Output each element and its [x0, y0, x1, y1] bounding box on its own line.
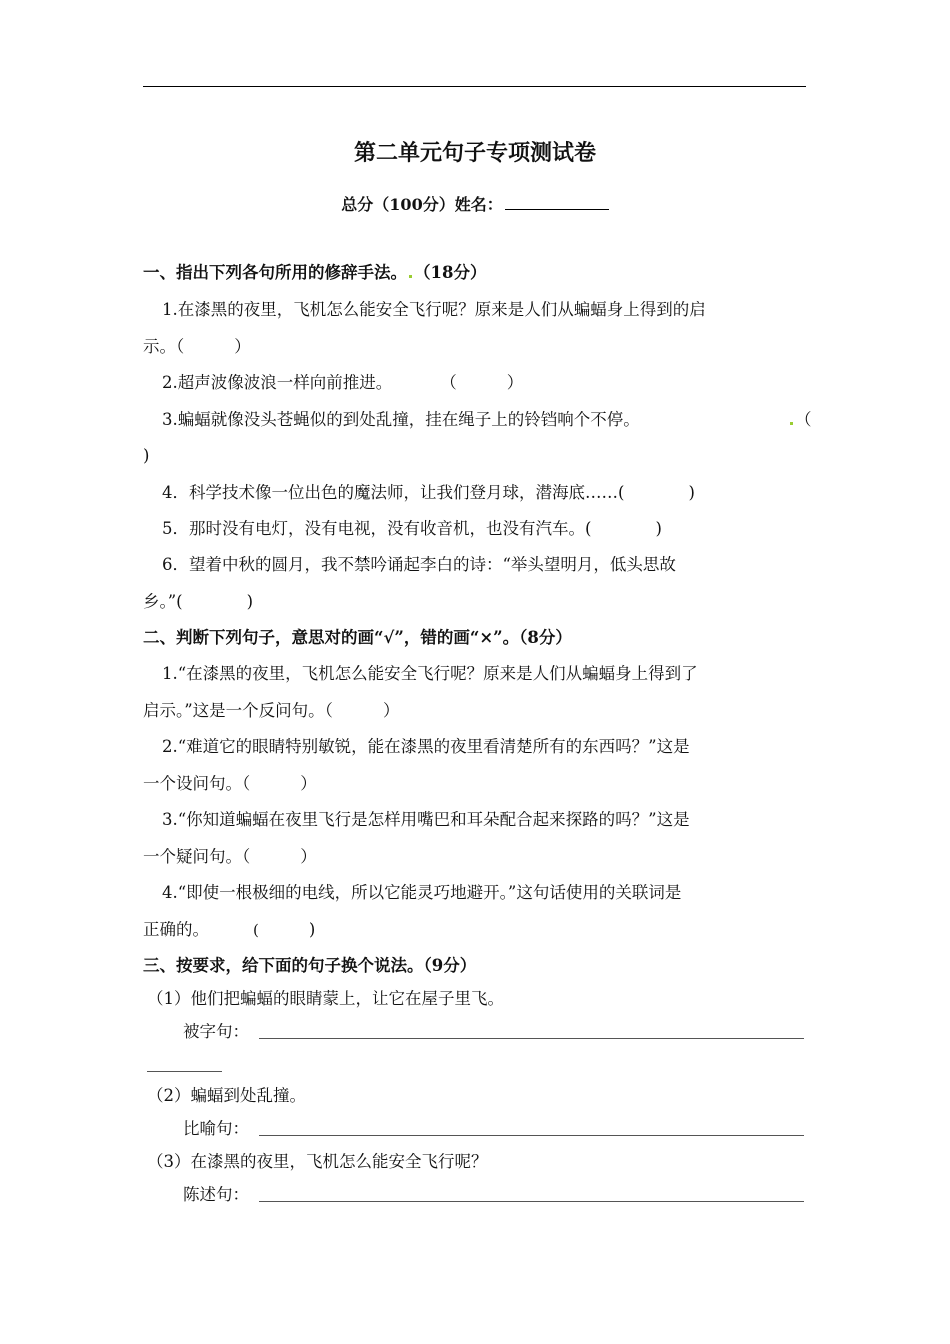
- section1-heading: [143, 262, 806, 284]
- s1-q5-text: 5．那时没有电灯，没有电视，没有收音机，也没有汽车。(: [162, 519, 592, 538]
- section1-heading-text: 一、指出下列各句所用的修辞手法。: [143, 263, 407, 282]
- s1-q4: [162, 482, 825, 504]
- s3-q3-label: 陈述句：: [183, 1185, 249, 1204]
- s2-q3-line1: 3.“你知道蝙蝠在夜里飞行是怎样用嘴巴和耳朵配合起来探路的吗？”这是: [162, 810, 690, 829]
- close-paren: ）: [382, 701, 400, 720]
- s1-q3-line2: [143, 445, 806, 467]
- s1-q2: [162, 372, 825, 394]
- open-paren: （: [795, 410, 812, 429]
- page-title: 第二单元句子专项测试卷: [353, 140, 596, 166]
- decorative-dot: [790, 422, 793, 425]
- section1-points: （18分）: [414, 263, 487, 282]
- close-paren: ): [246, 592, 254, 611]
- s1-q3: [162, 409, 825, 431]
- score-name-line: [0, 192, 950, 215]
- name-blank[interactable]: [505, 193, 609, 210]
- s3-q3: （3）在漆黑的夜里，飞机怎么能安全飞行呢？: [147, 1152, 488, 1171]
- s2-q1-line2: [143, 700, 806, 722]
- s2-q2-line1: 2.“难道它的眼睛特别敏锐，能在漆黑的夜里看清楚所有的东西吗？”这是: [162, 737, 690, 756]
- close-paren: ）: [506, 373, 524, 392]
- s3-q1-answer-line[interactable]: [259, 1038, 804, 1039]
- s2-q3-tail: 一个疑问句。（: [143, 847, 251, 866]
- s2-q4-line1: 4.“即使一根极细的电线，所以它能灵巧地避开。”这句话使用的关联词是: [162, 883, 682, 902]
- open-paren: （: [440, 373, 457, 392]
- s3-q1-label: 被字句：: [183, 1022, 249, 1041]
- s1-q5: [162, 518, 825, 540]
- s3-q1: （1）他们把蝙蝠的眼睛蒙上，让它在屋子里飞。: [147, 989, 504, 1008]
- s1-q4-text: 4．科学技术像一位出色的魔法师，让我们登月球，潜海底……(: [162, 483, 625, 502]
- s1-q2-text: 2.超声波像波浪一样向前推进。: [162, 373, 393, 392]
- close-paren: ): [655, 519, 662, 538]
- s2-q2-line2: [143, 773, 806, 795]
- s1-q1-tail: 示。（: [143, 337, 185, 356]
- s1-q1-line1: 1.在漆黑的夜里，飞机怎么能安全飞行呢？原来是人们从蝙蝠身上得到的启: [162, 300, 706, 319]
- close-paren: ）: [234, 337, 251, 356]
- close-paren: ): [143, 446, 150, 465]
- s1-q6-tail: 乡。”(: [143, 592, 183, 611]
- close-paren: ）: [300, 774, 317, 793]
- s2-q4-tail: 正确的。: [143, 920, 209, 939]
- s2-q1-line1: 1.“在漆黑的夜里，飞机怎么能安全飞行呢？原来是人们从蝙蝠身上得到了: [162, 664, 698, 683]
- s2-q4-line2: 正确的。 ( ): [143, 920, 316, 939]
- s3-q2: （2）蝙蝠到处乱撞。: [147, 1086, 306, 1105]
- s3-q2-answer-line[interactable]: [259, 1135, 804, 1136]
- s1-q6-line2: [143, 591, 806, 613]
- decorative-dot: [409, 275, 412, 278]
- s1-q6-line1: 6．望着中秋的圆月，我不禁吟诵起李白的诗：“举头望明月，低头思故: [162, 555, 676, 574]
- s3-q2-label: 比喻句：: [183, 1119, 249, 1138]
- header-rule: [143, 86, 806, 87]
- close-paren: ）: [300, 847, 317, 866]
- s1-q1-line2: [143, 336, 806, 358]
- close-paren: ): [688, 483, 695, 502]
- s2-q2-tail: 一个设问句。（: [143, 774, 251, 793]
- s2-q1-tail: 启示。”这是一个反问句。（: [143, 701, 333, 720]
- s3-q3-answer-line[interactable]: [259, 1201, 804, 1202]
- close-paren: ): [308, 920, 316, 939]
- s2-q3-line2: [143, 846, 806, 868]
- section3-heading: 三、按要求，给下面的句子换个说法。（9分）: [143, 956, 477, 975]
- score-text: 总分（100分）姓名：: [341, 195, 503, 214]
- s1-q3-text: 3.蝙蝠就像没头苍蝇似的到处乱撞，挂在绳子上的铃铛响个不停。: [162, 410, 640, 429]
- s1-q3-open: [788, 409, 812, 431]
- s3-q1-answer-line-cont[interactable]: [147, 1071, 222, 1072]
- section2-heading: 二、判断下列句子，意思对的画“√”，错的画“×”。（8分）: [143, 628, 572, 647]
